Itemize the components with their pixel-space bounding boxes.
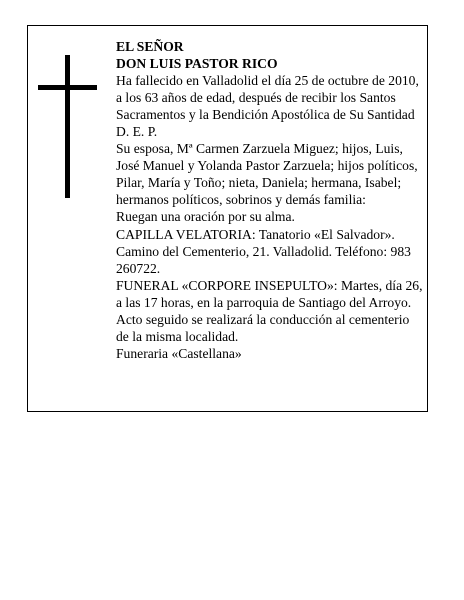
prayer-request: Ruegan una oración por su alma.: [116, 209, 295, 225]
funeral-line: a las 17 horas, en la parroquia de Santiago del Arroyo.: [116, 294, 412, 310]
cross-icon-crossbar: [38, 85, 97, 90]
family-line: Su esposa, Mª Carmen Zarzuela Miguez; hijos, Luis,: [116, 141, 403, 157]
funeral-line: FUNERAL «CORPORE INSEPULTO»: Martes, día 26,: [116, 277, 423, 293]
family-line: hermanos políticos, sobrinos y demás familia:: [116, 192, 366, 208]
death-line: a los 63 años de edad, después de recibir los Santos: [116, 90, 396, 106]
funeral-line: Acto seguido se realizará la conducción al cementerio: [116, 311, 410, 327]
notice-title: EL SEÑOR: [116, 39, 184, 54]
wake-line: 260722.: [116, 260, 161, 276]
wake-line: Camino del Cementerio, 21. Valladolid. Teléfono: 983: [116, 243, 411, 259]
death-line: Ha fallecido en Valladolid el día 25 de octubre de 2010,: [116, 73, 419, 89]
funeral-line: de la misma localidad.: [116, 328, 239, 344]
cross-icon: [65, 55, 70, 198]
funeral-home: Funeraria «Castellana»: [116, 345, 242, 361]
death-line: Sacramentos y la Bendición Apostólica de Su Santidad: [116, 107, 415, 123]
deceased-name: DON LUIS PASTOR RICO: [116, 56, 278, 72]
obituary-text: [116, 38, 426, 362]
death-line: D. E. P.: [116, 124, 158, 140]
family-line: Pilar, María y Toño; nieta, Daniela; hermana, Isabel;: [116, 175, 402, 191]
family-line: José Manuel y Yolanda Pastor Zarzuela; hijos políticos,: [116, 158, 418, 174]
wake-line: CAPILLA VELATORIA: Tanatorio «El Salvador».: [116, 226, 395, 242]
